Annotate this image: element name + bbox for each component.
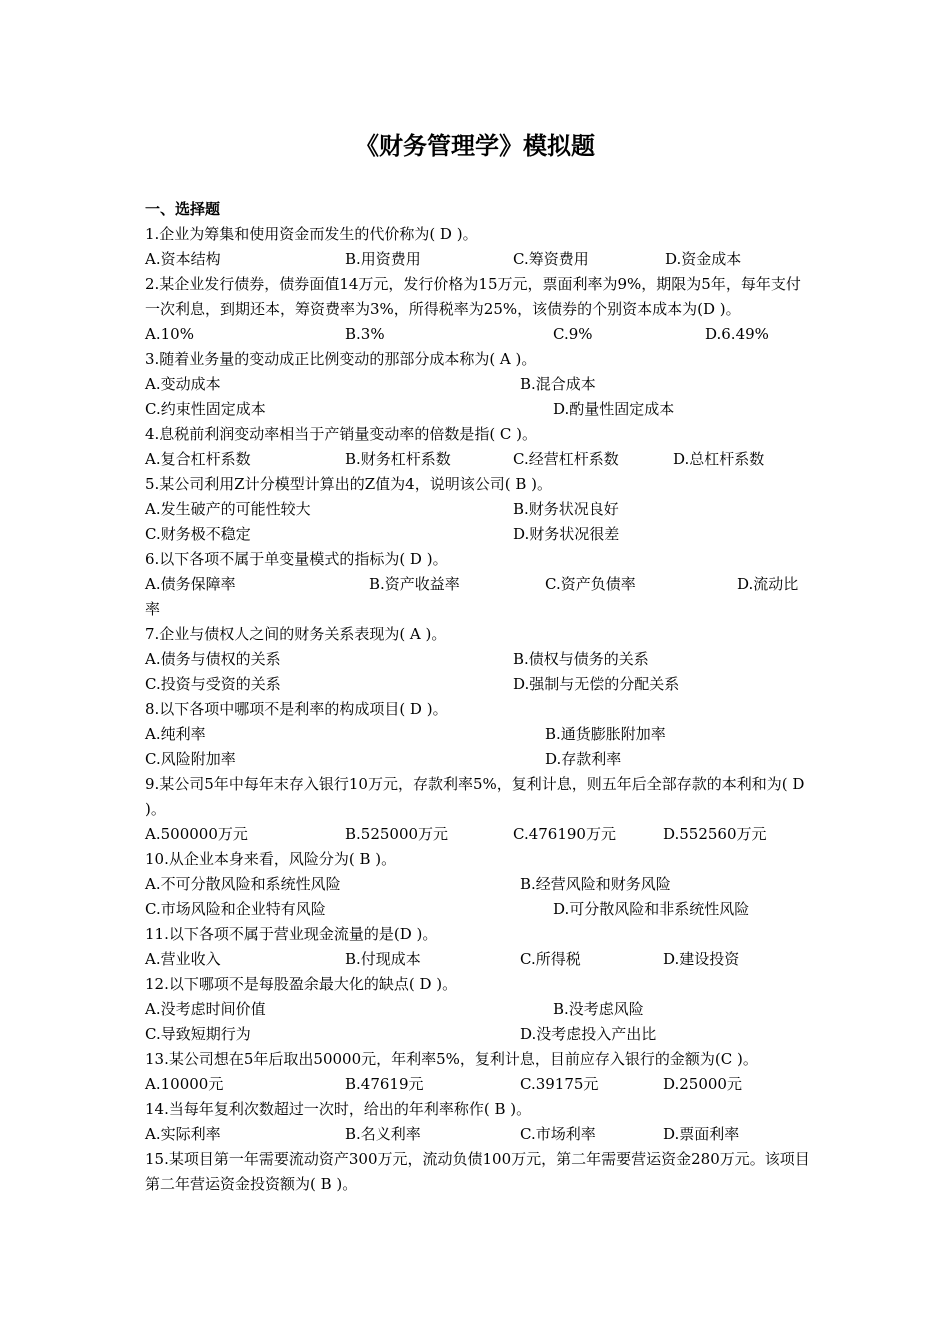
question-8-option: A.纯利率	[145, 725, 206, 743]
question-10-option: B.经营风险和财务风险	[520, 875, 671, 893]
question-7-options	[145, 672, 810, 697]
question-6-option-wrap: 率	[145, 600, 161, 618]
question-10-option: C.市场风险和企业特有风险	[145, 900, 326, 918]
question-11-options	[145, 947, 810, 972]
question-10-option: D.可分散风险和非系统性风险	[553, 900, 750, 918]
question-12-option: B.没考虑风险	[553, 1000, 644, 1018]
question-12-option: A.没考虑时间价值	[145, 1000, 266, 1018]
question-12-option: D.没考虑投入产出比	[520, 1025, 657, 1043]
question-9-text: 9.某公司5年中每年末存入银行10万元，存款利率5%，复利计息，则五年后全部存款的本利和为( D )。	[145, 775, 805, 818]
question-5-options	[145, 497, 810, 522]
question-9-option: D.552560万元	[663, 825, 767, 843]
question-14-text: 14.当每年复利次数超过一次时，给出的年利率称作( B )。	[145, 1100, 532, 1118]
question-3-options	[145, 372, 810, 397]
question-6-options	[145, 572, 810, 597]
question-13-options	[145, 1072, 810, 1097]
question-1-text: 1.企业为筹集和使用资金而发生的代价称为( D )。	[145, 225, 478, 243]
document-title: 《财务管理学》模拟题	[355, 132, 595, 160]
question-14-options	[145, 1122, 810, 1147]
question-8-option: B.通货膨胀附加率	[545, 725, 666, 743]
question-14-option: D.票面利率	[663, 1125, 740, 1143]
question-13-text: 13.某公司想在5年后取出50000元，年利率5%，复利计息，目前应存入银行的金额为(C )。	[145, 1050, 758, 1068]
question-1-option: B.用资费用	[345, 250, 421, 268]
question-2-text: 2.某企业发行债券，债券面值14万元，发行价格为15万元，票面利率为9%，期限为5年，每年支付一次利息，到期还本，筹资费率为3%，所得税率为25%，该债券的个别资本成本为(D )。	[145, 275, 801, 318]
question-3-options	[145, 397, 810, 422]
question-10-text: 10.从企业本身来看，风险分为( B )。	[145, 850, 397, 868]
question-11-option: D.建设投资	[663, 950, 740, 968]
question-8-options	[145, 722, 810, 747]
question-7-option: B.债权与债务的关系	[513, 650, 649, 668]
question-6-option: B.资产收益率	[369, 575, 460, 593]
question-6-option: D.流动比	[737, 575, 799, 593]
question-14-option: C.市场利率	[520, 1125, 596, 1143]
question-5-text: 5.某公司利用Z计分模型计算出的Z值为4，说明该公司( B )。	[145, 475, 552, 493]
question-9-option: B.525000万元	[345, 825, 449, 843]
question-4-option: D.总杠杆系数	[673, 450, 765, 468]
question-9-options	[145, 822, 810, 847]
question-11-option: B.付现成本	[345, 950, 421, 968]
question-5-option: D.财务状况很差	[513, 525, 620, 543]
question-3-option: B.混合成本	[520, 375, 596, 393]
question-7-options	[145, 647, 810, 672]
question-4-option: B.财务杠杆系数	[345, 450, 451, 468]
question-2-options	[145, 322, 810, 347]
question-12-options	[145, 1022, 810, 1047]
question-7-option: C.投资与受资的关系	[145, 675, 281, 693]
question-3-text: 3.随着业务量的变动成正比例变动的那部分成本称为( A )。	[145, 350, 537, 368]
question-12-options	[145, 997, 810, 1022]
question-12-option: C.导致短期行为	[145, 1025, 251, 1043]
question-7-text: 7.企业与债权人之间的财务关系表现为( A )。	[145, 625, 447, 643]
question-list	[145, 222, 810, 1197]
question-5-option: C.财务极不稳定	[145, 525, 251, 543]
section-heading: 一、选择题	[145, 200, 221, 218]
question-8-options	[145, 747, 810, 772]
question-14-option: B.名义利率	[345, 1125, 421, 1143]
question-4-option: A.复合杠杆系数	[145, 450, 251, 468]
question-9-option: C.476190万元	[513, 825, 616, 843]
question-6-text: 6.以下各项不属于单变量模式的指标为( D )。	[145, 550, 448, 568]
question-8-option: C.风险附加率	[145, 750, 236, 768]
question-11-option: C.所得税	[520, 950, 581, 968]
question-2-option: C.9%	[553, 325, 593, 343]
question-5-option: B.财务状况良好	[513, 500, 619, 518]
question-7-option: D.强制与无偿的分配关系	[513, 675, 680, 693]
question-13-option: B.47619元	[345, 1075, 424, 1093]
question-1-option: D.资金成本	[665, 250, 742, 268]
question-8-option: D.存款利率	[545, 750, 622, 768]
question-14-option: A.实际利率	[145, 1125, 221, 1143]
question-3-option: D.酌量性固定成本	[553, 400, 675, 418]
question-5-options	[145, 522, 810, 547]
question-13-option: C.39175元	[520, 1075, 599, 1093]
question-13-option: D.25000元	[663, 1075, 742, 1093]
question-15-text: 15.某项目第一年需要流动资产300万元，流动负债100万元，第二年需要营运资金280万元。该项目第二年营运资金投资额为( B )。	[145, 1150, 810, 1193]
question-3-option: A.变动成本	[145, 375, 221, 393]
question-5-option: A.发生破产的可能性较大	[145, 500, 311, 518]
question-10-option: A.不可分散风险和系统性风险	[145, 875, 341, 893]
question-2-option: A.10%	[145, 325, 194, 343]
question-1-option: A.资本结构	[145, 250, 221, 268]
question-2-option: B.3%	[345, 325, 385, 343]
question-10-options	[145, 872, 810, 897]
question-10-options	[145, 897, 810, 922]
question-4-option: C.经营杠杆系数	[513, 450, 619, 468]
question-1-option: C.筹资费用	[513, 250, 589, 268]
question-6-option: A.债务保障率	[145, 575, 236, 593]
question-4-text: 4.息税前利润变动率相当于产销量变动率的倍数是指( C )。	[145, 425, 538, 443]
question-1-options	[145, 247, 810, 272]
question-11-option: A.营业收入	[145, 950, 221, 968]
question-12-text: 12.以下哪项不是每股盈余最大化的缺点( D )。	[145, 975, 458, 993]
question-9-option: A.500000万元	[145, 825, 248, 843]
question-8-text: 8.以下各项中哪项不是利率的构成项目( D )。	[145, 700, 448, 718]
question-7-option: A.债务与债权的关系	[145, 650, 281, 668]
question-13-option: A.10000元	[145, 1075, 224, 1093]
question-3-option: C.约束性固定成本	[145, 400, 266, 418]
question-4-options	[145, 447, 810, 472]
question-11-text: 11.以下各项不属于营业现金流量的是(D )。	[145, 925, 438, 943]
question-6-option: C.资产负债率	[545, 575, 636, 593]
question-2-option: D.6.49%	[705, 325, 769, 343]
